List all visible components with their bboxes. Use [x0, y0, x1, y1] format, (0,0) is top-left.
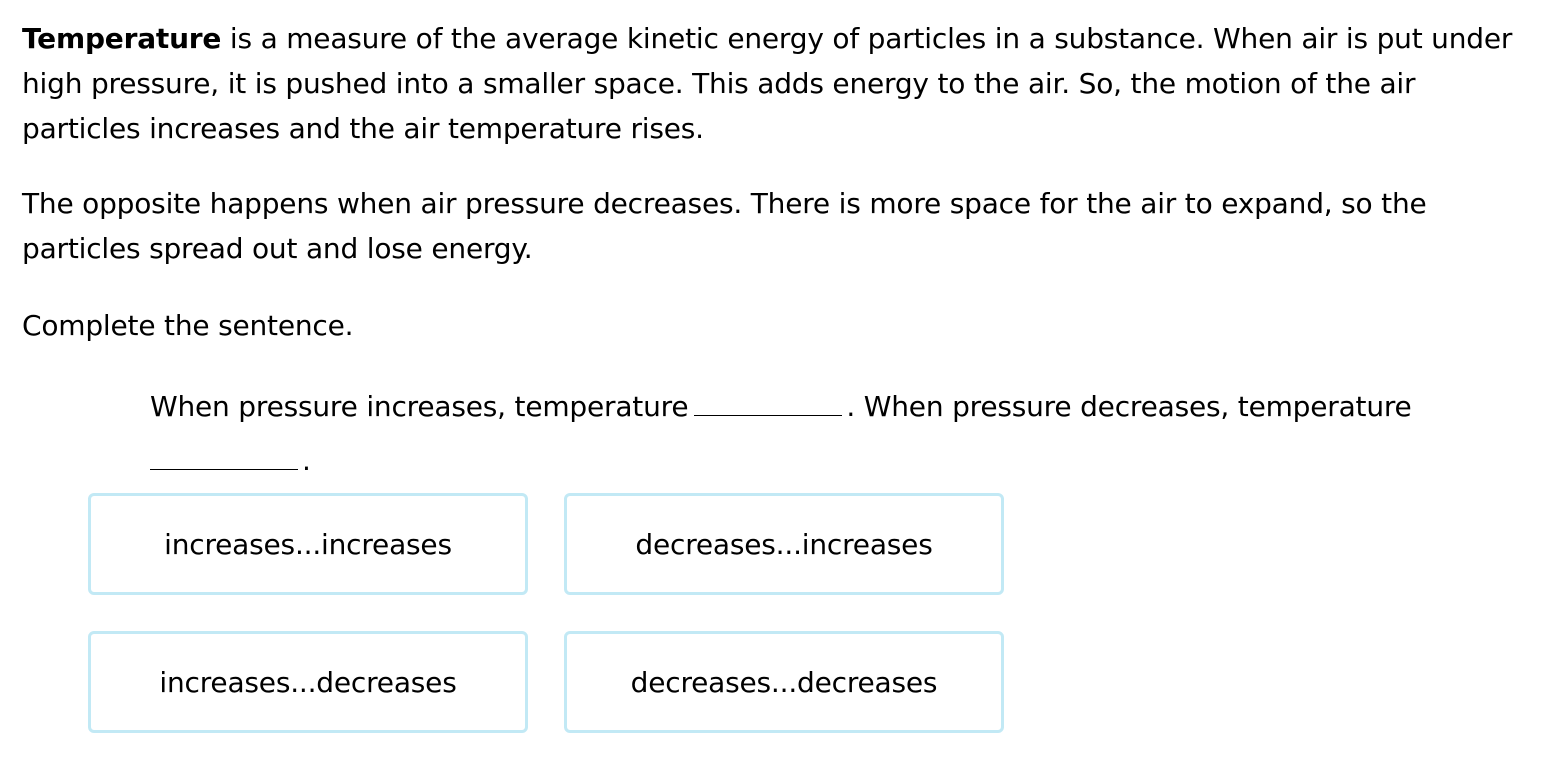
choice-label: increases...increases [164, 527, 452, 561]
sentence-part-3: . [302, 444, 311, 477]
sentence-part-2: . When pressure decreases, temperature [846, 390, 1412, 423]
reading-passage [22, 16, 1532, 271]
answer-choice-increases-decreases[interactable] [88, 631, 528, 733]
passage-key-term: Temperature [22, 22, 222, 55]
fill-in-sentence [150, 380, 1520, 488]
question-instruction: Complete the sentence. [22, 309, 354, 342]
passage-paragraph-1 [22, 16, 1532, 151]
choice-label: increases...decreases [159, 665, 457, 699]
choice-label: decreases...increases [635, 527, 933, 561]
passage-paragraph-1-text: is a measure of the average kinetic energy of particles in a substance. When air is put under high pressure, it is pushed into a smaller space. This adds energy to the air. So, the motion of the air particles increases and the air temperature rises. [22, 22, 1513, 145]
passage-paragraph-2: The opposite happens when air pressure decreases. There is more space for the air to expand, so the particles spread out and lose energy. [22, 187, 1427, 265]
choice-label: decreases...decreases [630, 665, 938, 699]
answer-blank-2 [150, 447, 298, 470]
answer-choice-decreases-increases[interactable] [564, 493, 1004, 595]
sentence-part-1: When pressure increases, temperature [150, 390, 689, 423]
answer-blank-1 [694, 393, 842, 416]
answer-choice-increases-increases[interactable] [88, 493, 528, 595]
answer-choice-decreases-decreases[interactable] [564, 631, 1004, 733]
